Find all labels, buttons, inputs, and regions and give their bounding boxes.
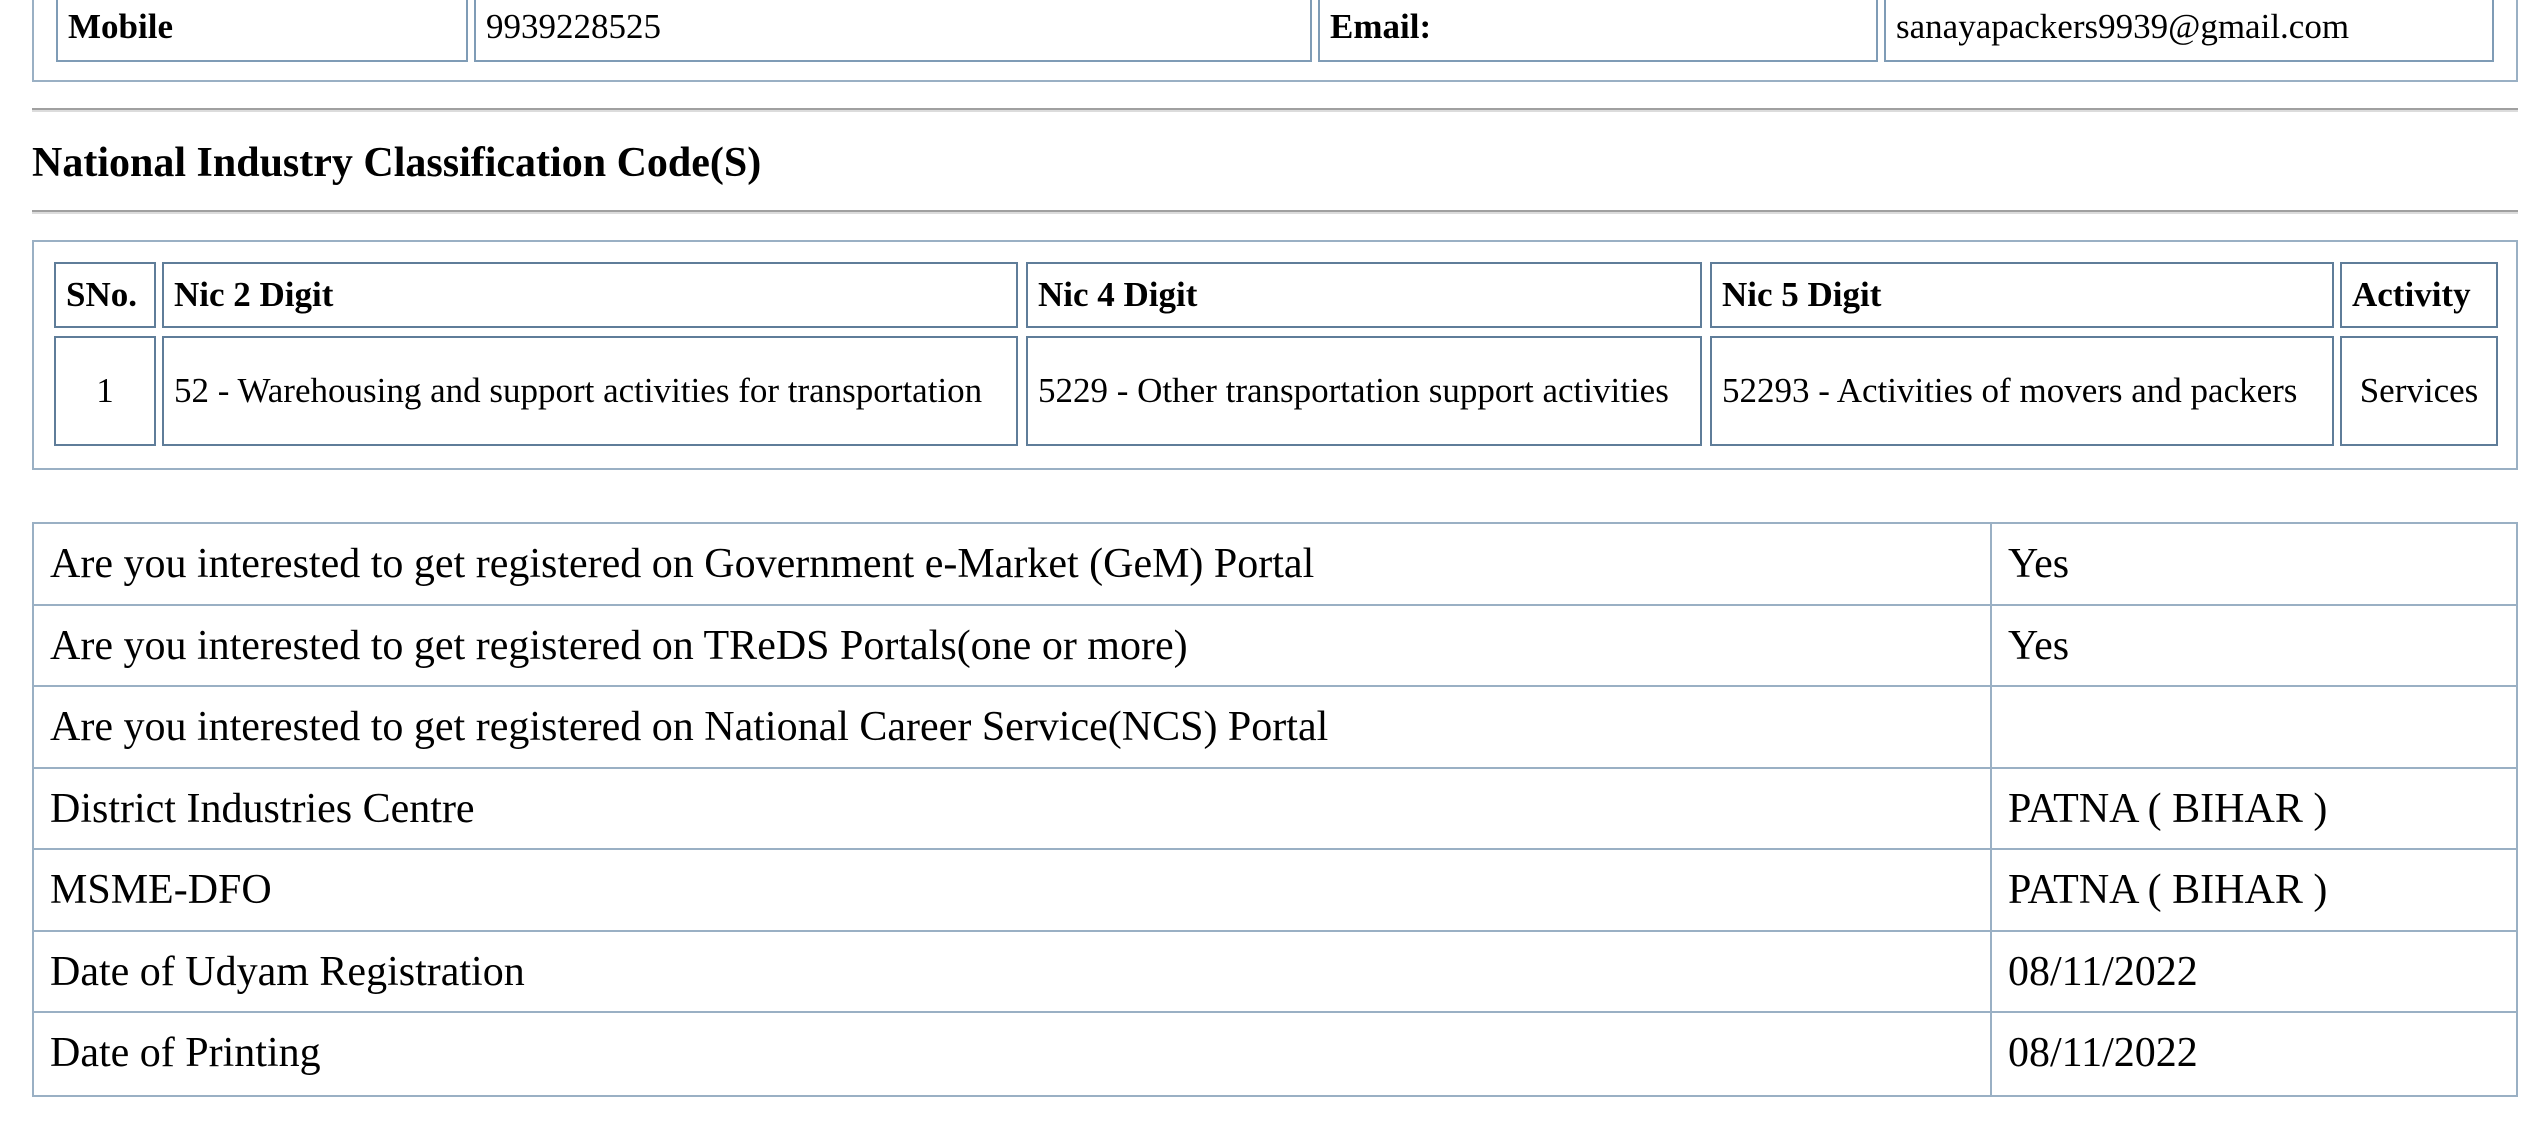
divider	[32, 108, 2518, 112]
table-row	[34, 932, 2516, 1014]
mobile-value: 9939228525	[474, 0, 1312, 62]
cell-nic5: 52293 - Activities of movers and packers	[1710, 336, 2334, 446]
nic-table	[32, 240, 2518, 470]
cell-sno: 1	[54, 336, 156, 446]
section-title: National Industry Classification Code(S)	[32, 140, 762, 186]
email-label: Email:	[1318, 0, 1878, 62]
header-activity: Activity	[2340, 262, 2498, 328]
gem-portal-value: Yes	[2008, 541, 2070, 587]
msme-dfo-value: PATNA ( BIHAR )	[2008, 867, 2328, 913]
printing-date-label: Date of Printing	[34, 1013, 1992, 1095]
table-row	[34, 1013, 2516, 1095]
gem-portal-label: Are you interested to get registered on Government e-Market (GeM) Portal	[34, 524, 1992, 604]
treds-portal-label: Are you interested to get registered on TReDS Portals(one or more)	[34, 606, 1992, 686]
table-row	[34, 769, 2516, 851]
registration-date-value: 08/11/2022	[2008, 948, 2198, 995]
cell-nic4: 5229 - Other transportation support activities	[1026, 336, 1702, 446]
table-row	[34, 524, 2516, 606]
ncs-portal-value	[1992, 687, 2516, 767]
divider	[32, 210, 2518, 214]
header-sno: SNo.	[54, 262, 156, 328]
header-nic2: Nic 2 Digit	[162, 262, 1018, 328]
header-nic4: Nic 4 Digit	[1026, 262, 1702, 328]
cell-nic2: 52 - Warehousing and support activities for transportation	[162, 336, 1018, 446]
registration-info-table	[32, 522, 2518, 1097]
cell-activity: Services	[2340, 336, 2498, 446]
header-nic5: Nic 5 Digit	[1710, 262, 2334, 328]
table-row	[34, 850, 2516, 932]
treds-portal-value: Yes	[2008, 622, 2070, 669]
table-row	[34, 606, 2516, 688]
msme-dfo-label: MSME-DFO	[34, 850, 1992, 930]
printing-date-value: 08/11/2022	[2008, 1030, 2198, 1076]
mobile-label: Mobile	[56, 0, 468, 62]
registration-date-label: Date of Udyam Registration	[34, 932, 1992, 1012]
email-value: sanayapackers9939@gmail.com	[1884, 0, 2494, 62]
ncs-portal-label: Are you interested to get registered on National Career Service(NCS) Portal	[34, 687, 1992, 767]
contact-table	[32, 0, 2518, 82]
table-row	[34, 687, 2516, 769]
dic-value: PATNA ( BIHAR )	[2008, 785, 2328, 832]
dic-label: District Industries Centre	[34, 769, 1992, 849]
